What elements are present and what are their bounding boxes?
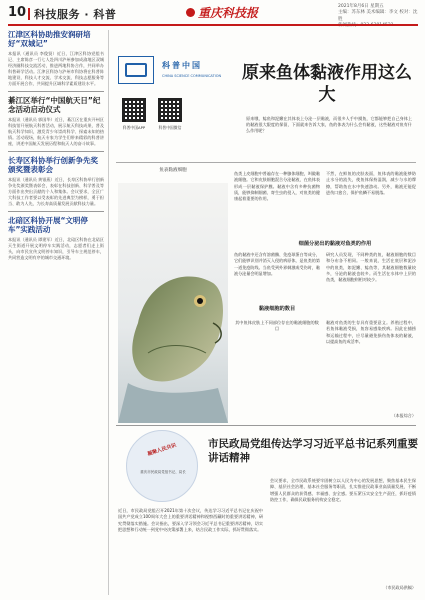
qr-code-row	[118, 98, 238, 143]
left-article-4: 本报讯（通讯员 谭建军）近日，北碚区科协在北碚区天生街道开展文明停车实践活动，志愿者们走上街头，向市民宣传文明停车知识，引导车主规范停车，共同营造文明有序的城市交通环境。	[8, 236, 104, 260]
section-divider	[116, 162, 416, 163]
left-divider	[8, 151, 104, 152]
section-name: 科技服务 · 科普	[34, 8, 117, 21]
article-col-b: 不然，在鲜鱼的皮肤表面，鱼体表的黏液能够防止水分的流失，使鱼体保持湿润，减少与水的摩擦，帮助鱼在水中快速游动。另外，黏液还能促进伤口愈合，保护鱼鳞不易脱落。	[326, 171, 416, 196]
header-date: 2021年8月6日 星期五	[338, 4, 384, 9]
left-news-column	[8, 30, 104, 265]
badge-text: 凝聚人民共识	[146, 442, 178, 458]
logo-english-name: CHINA SCIENCE COMMUNICATION	[162, 74, 222, 78]
page-number: 10	[8, 5, 27, 20]
subheading-cell-count: 黏液细胞的数目	[258, 306, 296, 312]
photo-caption: 鱼表黏液细胞	[159, 168, 187, 173]
left-divider	[8, 211, 104, 212]
bottom-divider	[116, 425, 416, 426]
header-edition: 主编：苏东林 美术编辑：李文 校对：沈胜	[338, 10, 418, 22]
masthead-logo: 重庆科技报	[198, 6, 259, 20]
left-headline-1: 江津区科协助推安润研培好“双城记”	[8, 30, 91, 49]
bottom-byline: （市民政局供稿）	[383, 585, 416, 590]
left-divider	[8, 91, 104, 92]
subheading-bacteria: 细菌分泌出的黏液对鱼类的作用	[298, 241, 372, 247]
article-byline: （本报综合）	[391, 413, 416, 418]
header-rule	[8, 24, 418, 26]
kepu-logo-icon	[118, 56, 154, 84]
badge-subtitle: 重庆市民政局党组书记、局长	[140, 470, 186, 474]
left-headline-4: 北碚区科协开展“文明停车”实践活动	[8, 215, 88, 234]
left-article-2: 本报讯（通讯员 郭国华）近日，綦江区在重庆开州区科技馆开展航天科普活动，展示航天科技成果，普及航天科学知识，激发青少年崇尚科学、探索未知的热情。活动现场，航天专家为学生们带来精彩的科普讲座，讲述中国航天发展历程和航天人的奋斗故事。	[8, 117, 104, 146]
article-col-d: 研究人员发现，不同种类的鱼，黏液细胞的数目和分布各不相同。一般来说，生活在底层和泥沙中的鱼类，如泥鳅、鲶鱼等，其黏液细胞数量较多，分泌的黏液也较多。而生活在水体中上层的鱼类，黏液细胞则相对较少。	[326, 252, 416, 283]
bottom-headline: 市民政局党组传达学习习近平总书记系列重要讲话精神	[208, 438, 418, 465]
article-col-c: 鱼的黏液中还含有溶菌酶、免疫球蛋白等成分，它们能够识别并消灭入侵的病原体，是鱼类的第一道免疫防线。当鱼受到外界刺激或受伤时，黏液分泌量会明显增加。	[234, 252, 320, 277]
article-col-e: 黏液对鱼类的生存具有重要意义。养殖过程中，若鱼体黏液受损，鱼容易感染疾病。因此在捕捞和运输过程中，应尽量避免损伤鱼体表的黏液，以提高鱼的成活率。	[326, 320, 416, 345]
kepu-china-logo	[118, 56, 228, 96]
main-headline: 原来鱼体黏液作用这么大	[242, 63, 412, 106]
header-divider	[28, 8, 30, 20]
left-headline-3: 长寿区科协举行创新争先奖颁奖暨表彰会	[8, 155, 98, 174]
page-header	[8, 4, 418, 24]
masthead-emblem-icon	[186, 8, 195, 17]
bottom-col-a: 近日，市民政局党组召开2021年第十次会议，传达学习习近平总书记在庆祝中国共产党成立100周年大会上的重要讲话精神和视察西藏时的重要讲话精神，研究贯彻落实措施。会议指出，要深入学习领会习近平总书记重要讲话精神，切实把思想和行动统一到党中央决策部署上来，结合民政工作实际，抓好贯彻落实。	[118, 508, 263, 533]
fish-photo	[118, 183, 228, 423]
fish-image-icon	[118, 183, 228, 423]
main-intro: 原来哦，鲶鱼和泥鳅在其体表上分泌一层黏液，而很多人手中摸鱼，它都能够把自己身体上的黏液很大限度的保留，下面就来告诉大家，鱼的体表为什么会有黏液，这些黏液对鱼有什么作用呢？	[246, 116, 412, 134]
qr-code-app-icon	[122, 98, 146, 122]
qr-code-wechat-icon	[158, 98, 182, 122]
qr-label-app: 科普中国APP	[122, 125, 146, 130]
left-article-1: 本报讯（通讯员 李俊贤）近日，江津区科协党组书记、主席陈彦一行七人赴四川泸州参加成渝地区双城经济圈科技交流活动，推进两地科协合作，共同举办科普研学活动。江津区科协与泸州市科协将在科普阵地建设、科技人才交流、学术交流、科技志愿服务等方面开展合作，共同提升区域科学素质建设水平。	[8, 51, 104, 86]
logo-chinese-name: 科普中国	[162, 61, 202, 70]
bottom-col-b: 会议要求，全市民政系统要牢固树立以人民为中心的发展思想，聚焦基本民生保障、基层社会治理、基本社会服务等职责，扎实推进民政事业高质量发展，不断增强人民群众的获得感、幸福感、安全感。要压紧压实安全生产责任，抓好疫情防控工作，确保民政服务机构安全稳定。	[270, 478, 416, 503]
column-divider	[108, 30, 109, 595]
left-headline-2: 綦江区举行“中国航天日”纪念活动启动仪式	[8, 95, 101, 114]
figure-caption: 其中鱼体皮肤上不同部位存在的黏液细胞的数目	[235, 320, 319, 331]
article-col-a: 鱼类上皮细胞中普遍存在一种腺体细胞，叫做黏液细胞。它和皮肤细胞混合分泌黏液，在鱼体表形成一层黏液保护膜。黏液中含有多种抗菌物质，能够抑制细菌、寄生虫的侵入，对鱼类的健康起着重要的作用。	[234, 171, 320, 202]
qr-label-wechat: 科普中国微信	[158, 125, 182, 130]
left-article-3: 本报讯（通讯员 黄银燕）近日，长寿区科协举行创新争先奖颁奖暨表彰会，表彰在科技创新、科学普及等方面作出突出贡献的个人和集体。会议要求，全区广大科技工作者要以受表彰的先进典型为榜样，勇于担当、敢为人先，为长寿高质量发展贡献科技力量。	[8, 176, 104, 206]
